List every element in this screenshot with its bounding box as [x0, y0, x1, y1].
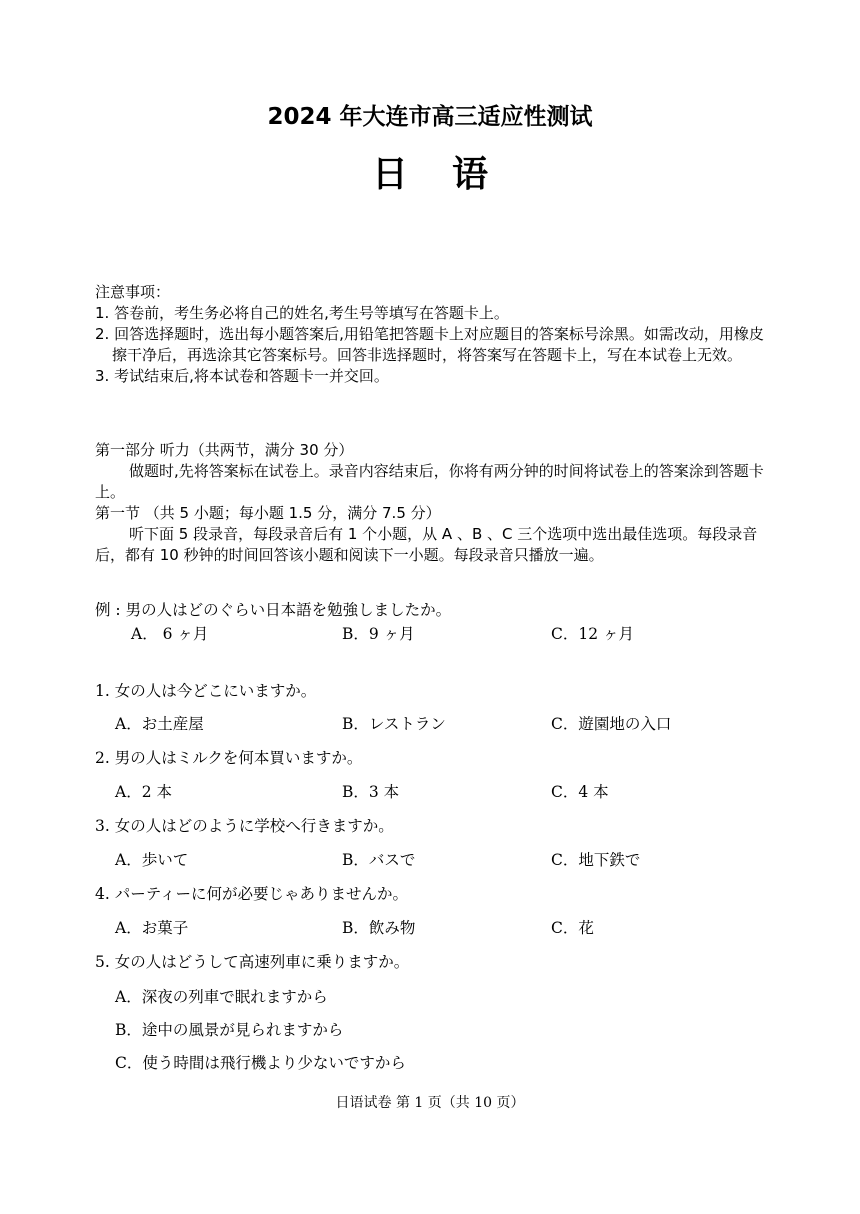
q3-option-a: A．歩いて — [115, 851, 189, 869]
q4-option-b: B．飲み物 — [342, 919, 416, 937]
q5-option-c: C．使う時間は飛行機より少ないですから — [115, 1054, 406, 1072]
q1-option-b: B．レストラン — [342, 715, 446, 733]
example-question: 例 : 男の人はどのぐらい日本語を勉強しましたか。 — [95, 601, 452, 619]
section1-instruction: 听下面 5 段录音，每段录音后有 1 个小题，从 A 、B 、C 三个选项中选出最佳选项。每段录音后，都有 10 秒钟的时间回答该小题和阅读下一小题。每段录音只播放一遍。 — [95, 525, 758, 564]
notes-section — [95, 282, 770, 387]
question-1: 1. 女の人は今どこにいますか。 — [95, 682, 317, 700]
q5-option-a: A．深夜の列車で眠れますから — [115, 988, 328, 1006]
example-option-b: B．9 ヶ月 — [342, 625, 415, 643]
q4-option-c: C．花 — [551, 919, 594, 937]
note-item: 1. 答卷前，考生务必将自己的姓名,考生号等填写在答题卡上。 — [95, 304, 509, 322]
q1-option-c: C．遊園地の入口 — [551, 715, 672, 733]
section1-heading: 第一节 （共 5 小题；每小题 1.5 分，满分 7.5 分） — [95, 504, 441, 522]
q2-option-c: C．4 本 — [551, 783, 609, 801]
note-item: 2. 回答选择题时，选出每小题答案后,用铅笔把答题卡上对应题目的答案标号涂黑。如需改动，用橡皮擦干净后，再选涂其它答案标号。回答非选择题时，将答案写在答题卡上，写在本试卷上无效。 — [95, 325, 764, 364]
q1-option-a: A．お土産屋 — [115, 715, 204, 733]
q2-option-a: A．2 本 — [115, 783, 172, 801]
notes-list — [95, 303, 770, 387]
q3-option-b: B．バスで — [342, 851, 416, 869]
question-2: 2. 男の人はミルクを何本買いますか。 — [95, 749, 363, 767]
subject-char: 语 — [452, 154, 489, 195]
example-option-a: A． 6 ヶ月 — [131, 625, 209, 643]
q2-option-b: B．3 本 — [342, 783, 400, 801]
page-footer: 日语试卷 第 1 页（共 10 页） — [335, 1095, 525, 1111]
question-5: 5. 女の人はどうして高速列車に乗りますか。 — [95, 953, 410, 971]
question-3: 3. 女の人はどのように学校へ行きますか。 — [95, 817, 394, 835]
notes-heading: 注意事项： — [95, 283, 171, 301]
question-4: 4. パーティーに何が必要じゃありませんか。 — [95, 885, 408, 903]
part1-instruction: 做题时,先将答案标在试卷上。录音内容结束后，你将有两分钟的时间将试卷上的答案涂到答题卡上。 — [95, 462, 764, 501]
q4-option-a: A．お菓子 — [115, 919, 189, 937]
subject-title — [0, 146, 860, 197]
example-option-c: C．12 ヶ月 — [551, 625, 635, 643]
note-item: 3. 考试结束后,将本试卷和答题卡一并交回。 — [95, 367, 389, 385]
q3-option-c: C．地下鉄で — [551, 851, 641, 869]
part1-heading: 第一部分 听力（共两节，满分 30 分） — [95, 441, 354, 459]
part1-section — [95, 440, 770, 566]
exam-title: 2024 年大连市高三适应性测试 — [267, 104, 593, 130]
q5-option-b: B．途中の風景が見られますから — [115, 1021, 344, 1039]
subject-char: 日 — [371, 154, 408, 195]
